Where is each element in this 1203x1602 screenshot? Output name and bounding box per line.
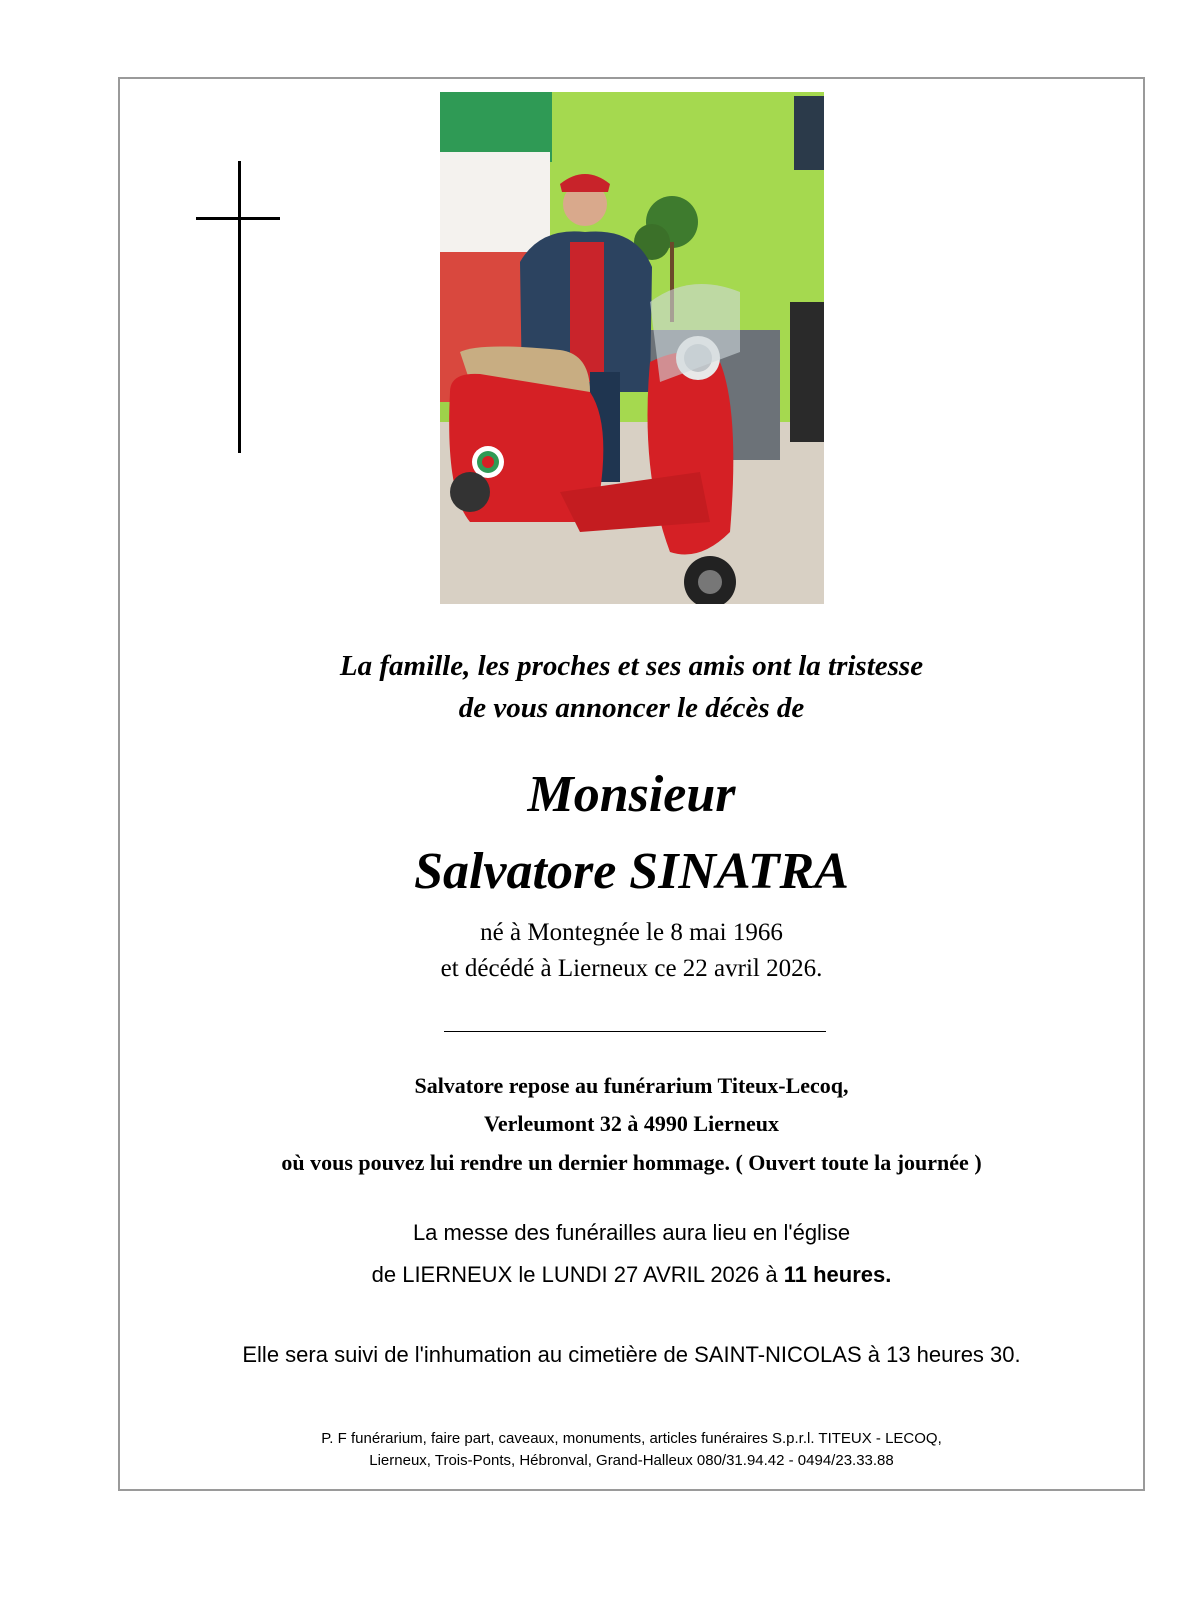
cross-icon-horizontal — [196, 217, 280, 220]
burial-info: Elle sera suivi de l'inhumation au cimetière de SAINT-NICOLAS à 13 heures 30. — [242, 1342, 1021, 1367]
mass-line-1: La messe des funérailles aura lieu en l'église — [412, 1220, 851, 1245]
mass-date: de LIERNEUX le LUNDI 27 AVRIL 2026 à — [371, 1262, 784, 1287]
repose-line-2: Verleumont 32 à 4990 Lierneux — [484, 1111, 779, 1136]
portrait-photo — [440, 92, 824, 604]
intro-line-1: La famille, les proches et ses amis ont la tristesse — [339, 650, 924, 682]
footer-line-1: P. F funérarium, faire part, caveaux, monuments, articles funéraires S.p.r.l. TITEUX - LECOQ, — [321, 1430, 942, 1447]
mass-time: 11 heures. — [783, 1262, 892, 1287]
footer-line-2: Lierneux, Trois-Ponts, Hébronval, Grand-Halleux 080/31.94.42 - 0494/23.33.88 — [369, 1452, 894, 1469]
civility-title: Monsieur — [527, 766, 736, 823]
repose-line-3: où vous pouvez lui rendre un dernier hommage. ( Ouvert toute la journée ) — [281, 1150, 982, 1175]
separator-line — [444, 1031, 826, 1032]
death-info: et décédé à Lierneux ce 22 avril 2026. — [440, 955, 823, 982]
deceased-name: Salvatore SINATRA — [414, 843, 849, 900]
repose-line-1: Salvatore repose au funérarium Titeux-Lecoq, — [414, 1073, 849, 1098]
cross-icon-vertical — [238, 161, 241, 453]
intro-line-2: de vous annoncer le décès de — [458, 692, 805, 724]
birth-info: né à Montegnée le 8 mai 1966 — [480, 919, 783, 946]
mass-line-2 — [118, 1254, 1145, 1296]
